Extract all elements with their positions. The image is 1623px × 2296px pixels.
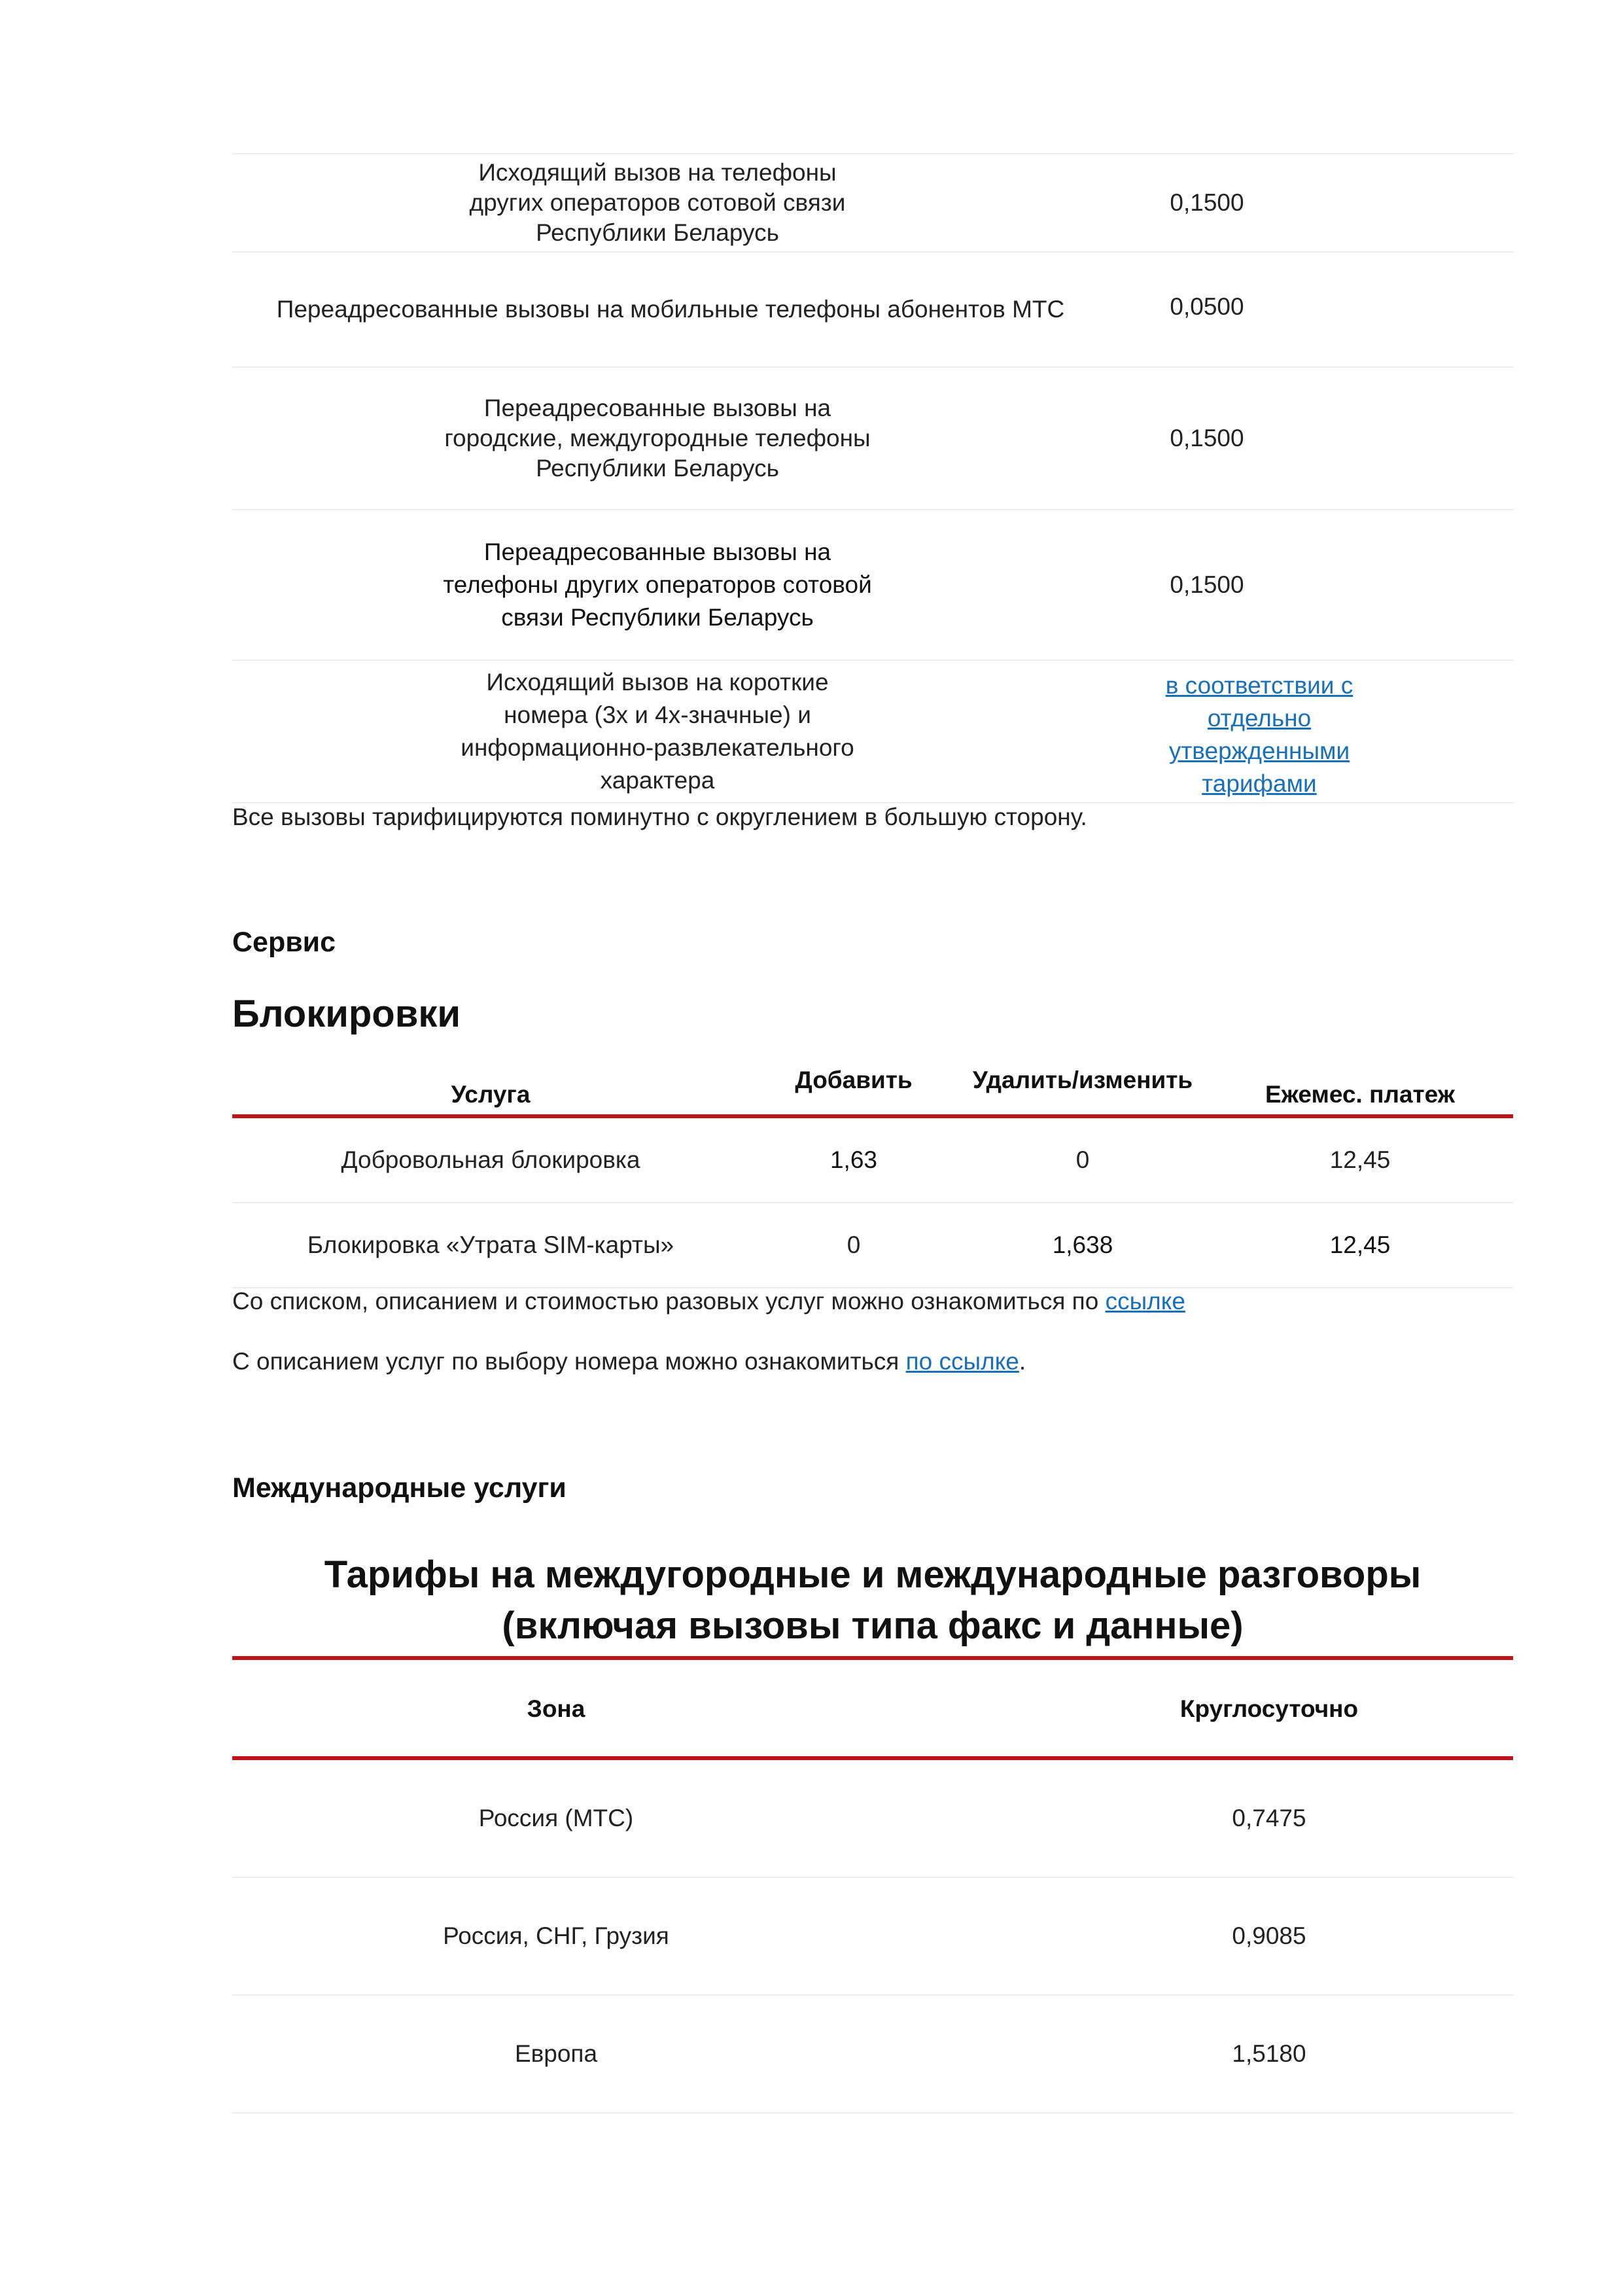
call-rate: 0,0500 — [1170, 293, 1244, 320]
blocks-header — [232, 1057, 1513, 1116]
block-change: 0 — [1075, 1146, 1090, 1173]
table-row — [232, 1118, 1513, 1203]
header-monthly: Ежемес. платеж — [1265, 1081, 1455, 1108]
header-zone: Зона — [527, 1695, 585, 1722]
block-change: 1,638 — [1052, 1231, 1113, 1258]
rounding-note: Все вызовы тарифицируются поминутно с округлением в большую сторону. — [232, 804, 1087, 830]
zone-rate: 0,9085 — [1232, 1922, 1306, 1949]
block-add: 0 — [846, 1231, 861, 1258]
intl-title-line1: Тарифы на междугородные и международные разговоры — [324, 1553, 1422, 1596]
call-rate: 0,1500 — [1170, 189, 1244, 216]
intl-title-line2: (включая вызовы типа факс и данные) — [502, 1604, 1244, 1647]
call-rate-cell — [1128, 661, 1390, 802]
header-change: Удалить/изменить — [972, 1067, 1193, 1093]
block-monthly: 12,45 — [1329, 1231, 1391, 1258]
table-row — [232, 1878, 1513, 1996]
zone-rate: 1,5180 — [1232, 2040, 1306, 2067]
intl-heading: Международные услуги — [232, 1472, 567, 1504]
call-description: Переадресованные вызовы на мобильные телефоны абонентов МТС — [276, 296, 1065, 323]
table-row — [232, 1203, 1513, 1288]
table-row — [232, 253, 1513, 368]
blocks-title: Блокировки — [232, 993, 461, 1035]
call-description: Переадресованные вызовы на телефоны других операторов сотовой связи Республики Беларусь — [443, 539, 872, 631]
header-service: Услуга — [451, 1081, 531, 1108]
number-selection-note — [232, 1347, 1026, 1377]
table-row — [232, 154, 1513, 253]
call-description: Исходящий вызов на короткие номера (3х и 4х-значные) и информационно-развлекательного характера — [461, 669, 854, 794]
table-row — [232, 510, 1513, 661]
intl-header — [232, 1660, 1513, 1758]
intl-title — [232, 1549, 1513, 1651]
call-description: Исходящий вызов на телефоны других операторов сотовой связи Республики Беларусь — [469, 159, 846, 246]
zone-name: Европа — [514, 2040, 598, 2067]
number-selection-link[interactable]: по ссылке — [905, 1348, 1019, 1375]
table-row — [232, 1760, 1513, 1878]
zone-rate: 0,7475 — [1232, 1805, 1306, 1831]
number-selection-tail: . — [1019, 1348, 1026, 1375]
block-add: 1,63 — [829, 1146, 877, 1173]
one-time-services-note — [232, 1286, 1185, 1316]
table-row — [232, 661, 1513, 804]
zone-name: Россия (МТС) — [478, 1805, 634, 1831]
call-rate: 0,1500 — [1170, 571, 1244, 598]
header-rate: Круглосуточно — [1179, 1695, 1359, 1722]
block-service: Добровольная блокировка — [341, 1146, 640, 1173]
call-description: Переадресованные вызовы на городские, междугородные телефоны Республики Беларусь — [444, 395, 871, 482]
table-row — [232, 1996, 1513, 2113]
number-selection-text: С описанием услуг по выбору номера можно ознакомиться — [232, 1348, 906, 1375]
call-rate: 0,1500 — [1170, 425, 1244, 451]
one-time-services-link[interactable]: ссылке — [1105, 1288, 1185, 1315]
table-row — [232, 368, 1513, 510]
header-add: Добавить — [795, 1067, 913, 1093]
block-monthly: 12,45 — [1329, 1146, 1391, 1173]
block-service: Блокировка «Утрата SIM-карты» — [307, 1231, 674, 1258]
one-time-services-text: Со списком, описанием и стоимостью разовых услуг можно ознакомиться по — [232, 1288, 1106, 1315]
zone-name: Россия, СНГ, Грузия — [443, 1922, 669, 1949]
service-heading: Сервис — [232, 927, 336, 958]
tariffs-link[interactable]: в соответствии с отдельно утвержденными тарифами — [1165, 672, 1353, 797]
